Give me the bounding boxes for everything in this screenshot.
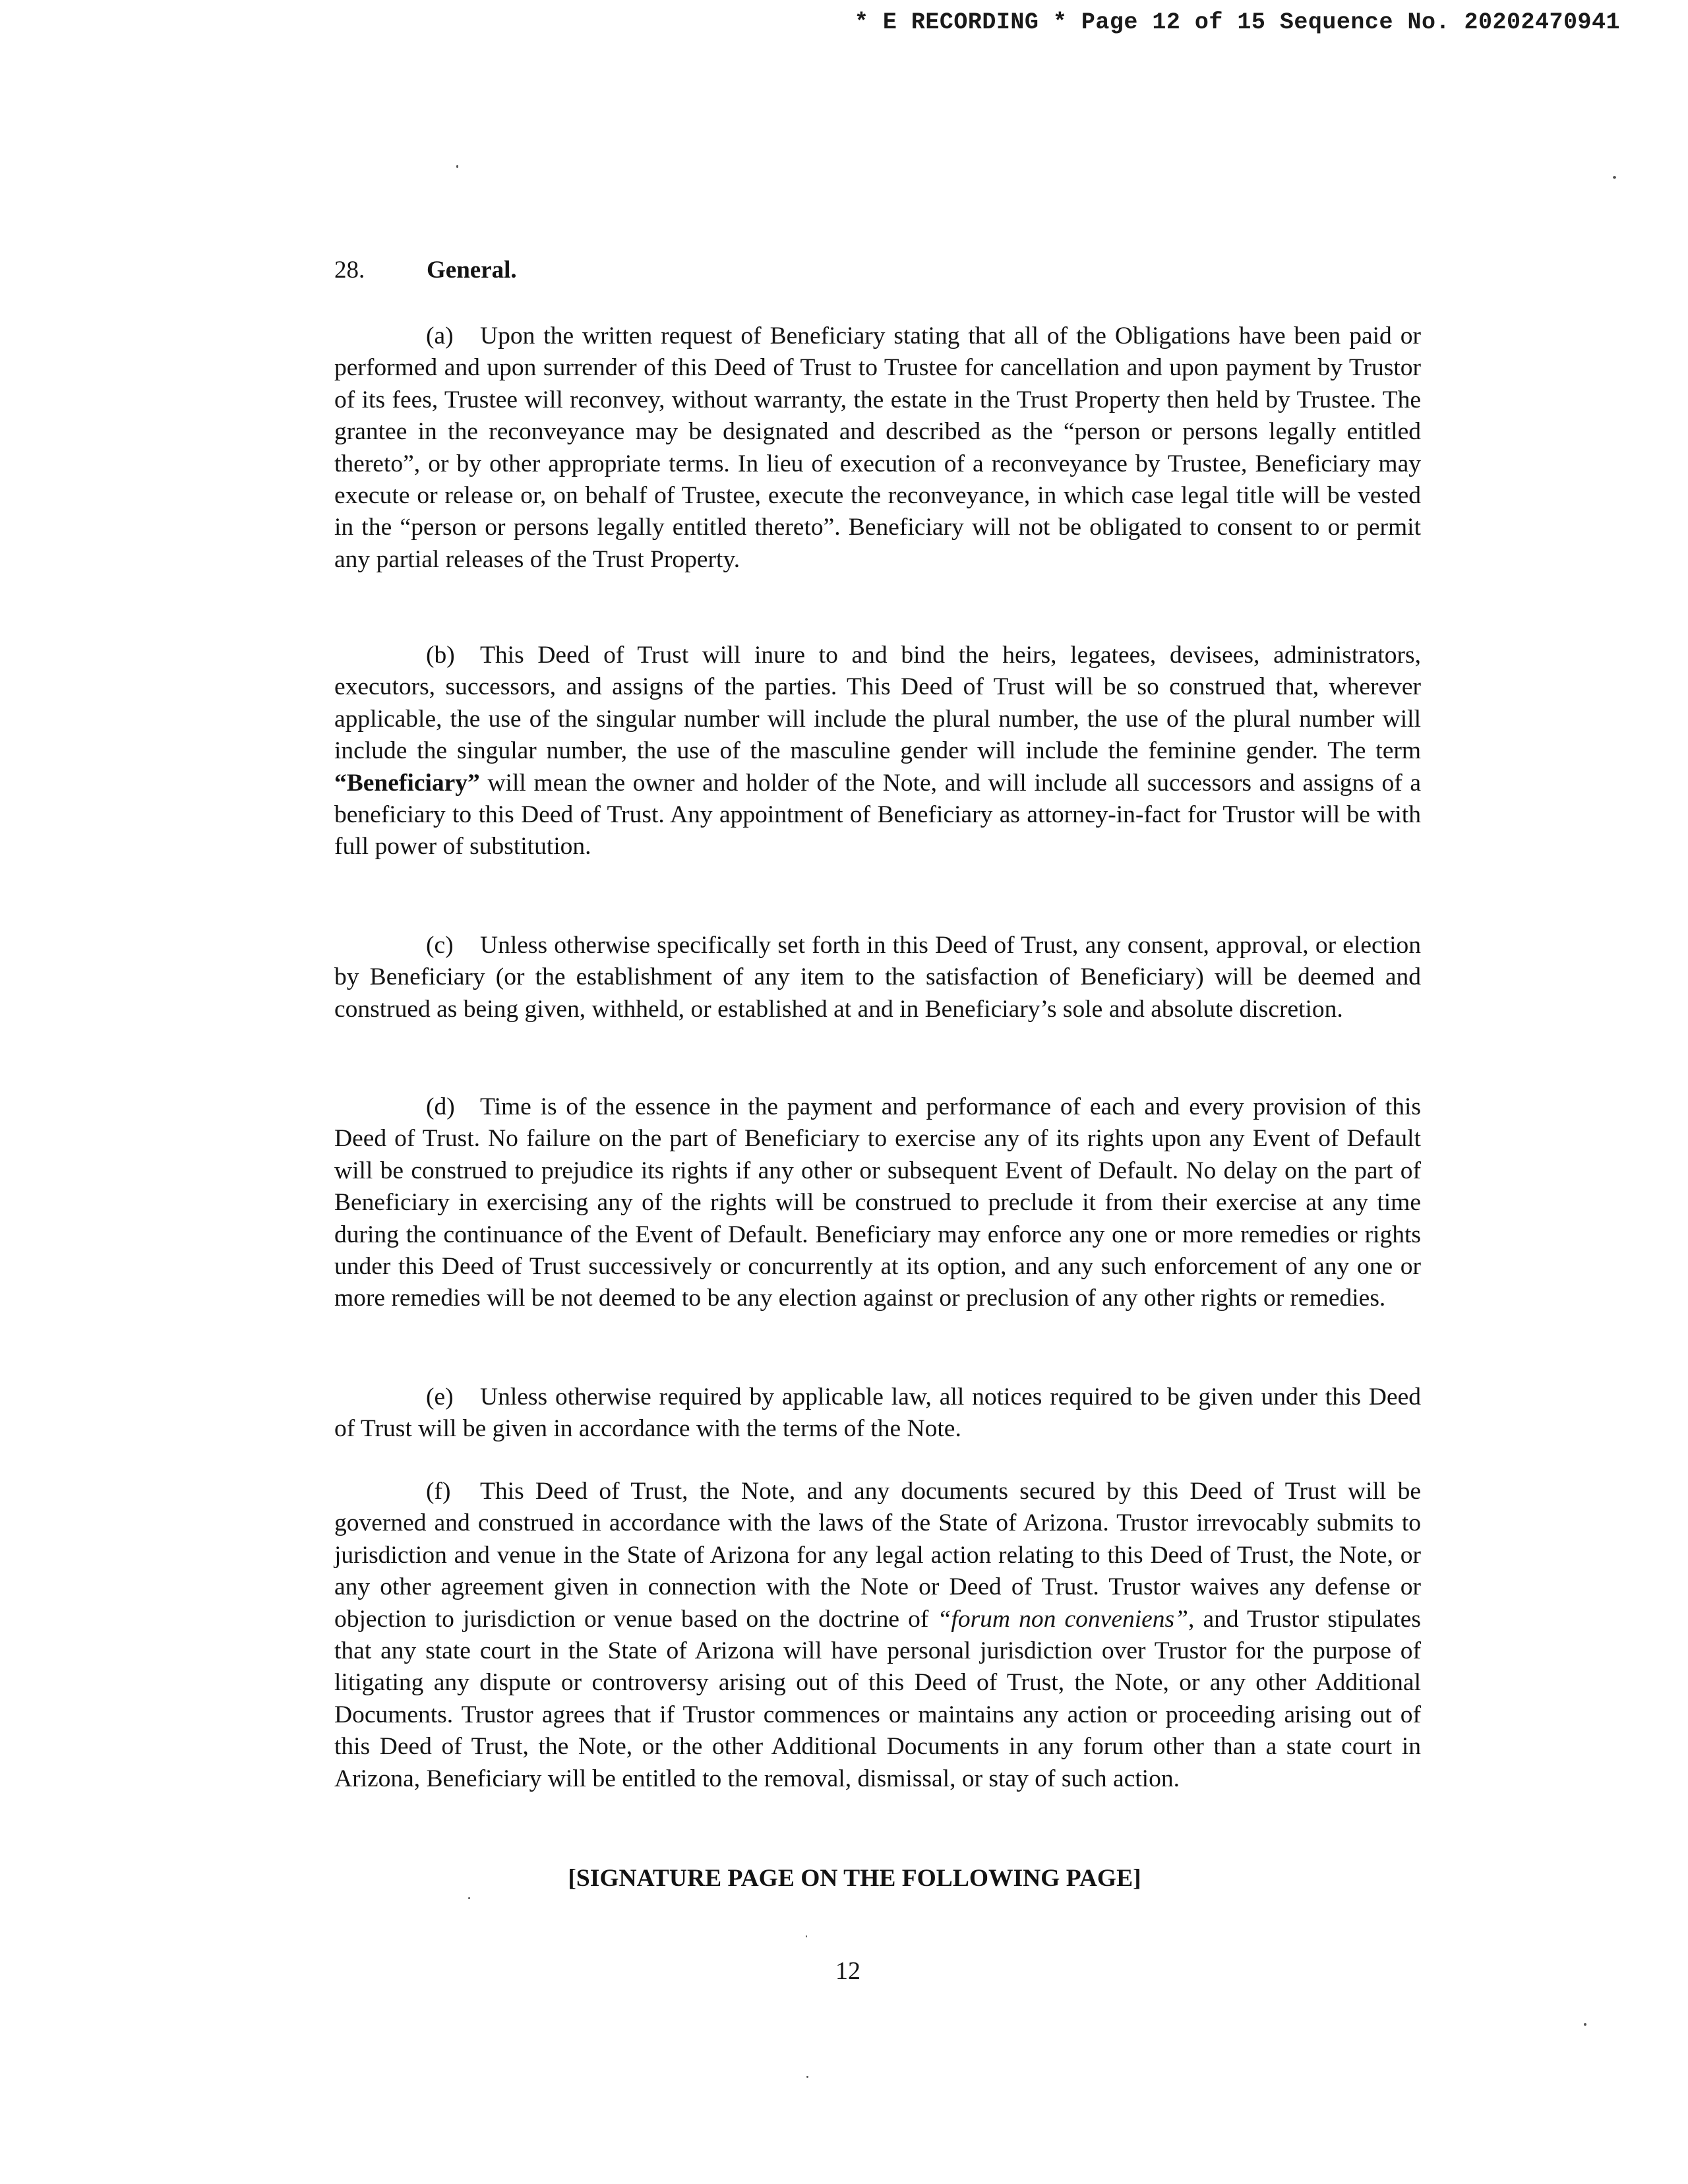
paragraph-text: This Deed of Trust, the Note, and any documents secured by this Deed of Trust will be governed and construed in accordance with the laws of the State of Arizona. Trustor irrevocably submits to jurisdiction and venue in the State of Arizona for any legal action relating to this Deed of Trust, the Note, or any other agreement given in connection with the Note or Deed of Trust. Trustor waives any defense or objection to jurisdiction or venue based on the doctrine of <box>334 1478 1421 1633</box>
paragraph-text-continued: will mean the owner and holder of the Note, and will include all successors and assigns of a beneficiary to this Deed of Trust. Any appointment of Beneficiary as attorney-in-fact for Trustor will be with full power of substitution. <box>334 769 1421 861</box>
scan-speck <box>456 165 458 168</box>
paragraph-label: (d) <box>426 1093 455 1120</box>
paragraph-e <box>334 1381 1421 1445</box>
paragraph-text: This Deed of Trust will inure to and bind the heirs, legatees, devisees, administrators, executors, successors, and assigns of the parties. This Deed of Trust will be so construed that, wherever applicable, the use of the singular number will include the plural number, the use of the plural number will include the singular number, the use of the masculine gender will include the feminine gender. The term <box>334 642 1421 765</box>
paragraph-label: (a) <box>426 322 454 349</box>
paragraph-label: (e) <box>426 1383 454 1410</box>
paragraph-f <box>334 1476 1421 1795</box>
page-number: 12 <box>835 1957 860 1985</box>
defined-term: “Beneficiary” <box>334 769 480 797</box>
scan-speck <box>806 2076 808 2078</box>
paragraph-label: (f) <box>426 1478 451 1505</box>
paragraph-text: Unless otherwise specifically set forth in this Deed of Trust, any consent, approval, or election by Beneficiary (or the establishment of any item to the satisfaction of Beneficiary) will be deemed and construed as being given, withheld, or established at and in Beneficiary’s sole and absolute discretion. <box>334 932 1421 1023</box>
signature-page-notice: [SIGNATURE PAGE ON THE FOLLOWING PAGE] <box>568 1865 1141 1892</box>
recording-header: * E RECORDING * Page 12 of 15 Sequence No. 20202470941 <box>854 9 1620 36</box>
paragraph-label: (c) <box>426 932 454 959</box>
paragraph-text: Time is of the essence in the payment and performance of each and every provision of this Deed of Trust. No failure on the part of Beneficiary to exercise any of its rights upon any Event of Default will be construed to prejudice its rights if any other or subsequent Event of Default. No delay on the part of Beneficiary in exercising any of the rights will be construed to preclude it from their exercise at any time during the continuance of the Event of Default. Beneficiary may enforce any one or more remedies or rights under this Deed of Trust successively or concurrently at its option, and any such enforcement of any one or more remedies will be not deemed to be any election against or preclusion of any other rights or remedies. <box>334 1093 1421 1312</box>
paragraph-text: Unless otherwise required by applicable law, all notices required to be given under this Deed of Trust will be given in accordance with the terms of the Note. <box>334 1383 1421 1443</box>
section-number: 28. <box>334 257 365 284</box>
scan-speck <box>1584 2023 1586 2026</box>
paragraph-d <box>334 1091 1421 1315</box>
scan-speck <box>1613 176 1616 179</box>
section-heading <box>334 256 517 284</box>
paragraph-text-continued: , and Trustor stipulates that any state court in the State of Arizona will have personal jurisdiction over Trustor for the purpose of litigating any dispute or controversy arising out of this Deed of Trust, the Note, or any other Additional Documents. Trustor agrees that if Trustor commences or maintains any action or proceeding arising out of this Deed of Trust, the Note, or the other Additional Documents in any forum other than a state court in Arizona, Beneficiary will be entitled to the removal, dismissal, or stay of such action. <box>334 1605 1421 1792</box>
scan-speck <box>806 1935 807 1937</box>
paragraph-label: (b) <box>426 642 455 669</box>
paragraph-text: Upon the written request of Beneficiary stating that all of the Obligations have been paid or performed and upon surrender of this Deed of Trust to Trustee for cancellation and upon payment by Trustor of its fees, Trustee will reconvey, without warranty, the estate in the Trust Property then held by Trustee. The grantee in the reconveyance may be designated and described as the “person or persons legally entitled thereto”, or by other appropriate terms. In lieu of execution of a reconveyance by Trustee, Beneficiary may execute or release or, on behalf of Trustee, execute the reconveyance, in which case legal title will be vested in the “person or persons legally entitled thereto”. Beneficiary will not be obligated to consent to or permit any partial releases of the Trust Property. <box>334 322 1421 573</box>
paragraph-a <box>334 320 1421 576</box>
paragraph-c <box>334 930 1421 1025</box>
scan-speck <box>468 1897 470 1899</box>
latin-term: “forum non conveniens” <box>937 1605 1188 1633</box>
paragraph-b <box>334 640 1421 863</box>
section-title: General. <box>427 257 517 284</box>
